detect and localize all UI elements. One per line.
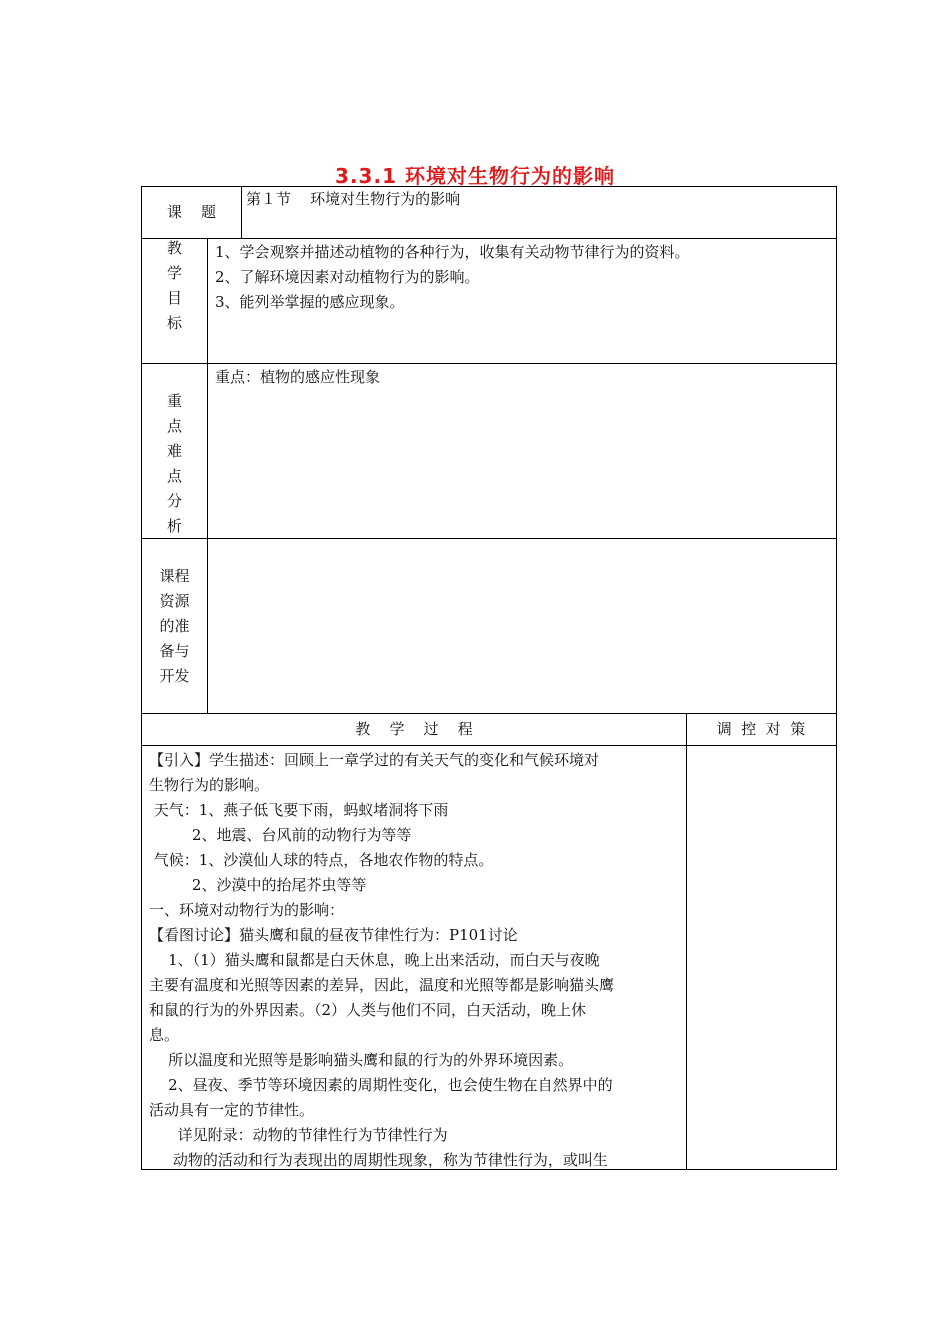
goals-label: 教 学 目 标 [166,239,182,332]
resource-label: 课程 资源 的准 备与 开发 [159,567,190,685]
focus-text: 重点：植物的感应性现象 [215,368,381,386]
goal-item: 2、了解环境因素对动植物行为的影响。 [215,268,480,286]
process-header: 教 学 过 程 [355,720,473,738]
lesson-plan-table [141,186,837,1170]
document-title: 3.3.1 环境对生物行为的影响 [335,164,615,188]
process-line: 所以温度和光照等是影响猫头鹰和鼠的行为的外界环境因素。 [149,1051,574,1069]
process-line: 活动具有一定的节律性。 [149,1101,315,1119]
process-line: 和鼠的行为的外界因素。（2）人类与他们不同，白天活动，晚上休 [149,1001,587,1019]
process-line: 天气：1、燕子低飞要下雨，蚂蚁堵洞将下雨 [149,801,449,819]
process-line: 2、沙漠中的抬尾芥虫等等 [149,876,367,894]
process-body [149,748,683,1173]
goal-item: 3、能列举掌握的感应现象。 [215,293,405,311]
process-line: 动物的活动和行为表现出的周期性现象，称为节律性行为，或叫生 [149,1151,608,1169]
process-line: 气候：1、沙漠仙人球的特点，各地农作物的特点。 [149,851,494,869]
process-line: 2、地震、台风前的动物行为等等 [149,826,412,844]
process-line: 一、环境对动物行为的影响： [149,901,345,919]
process-line: 生物行为的影响。 [149,776,270,794]
focus-label: 重 点 难 点 分 析 [166,392,182,535]
control-header: 调 控 对 策 [716,720,806,738]
process-line: 【看图讨论】猫头鹰和鼠的昼夜节律性行为：P101讨论 [149,926,518,944]
goal-item: 1、学会观察并描述动植物的各种行为，收集有关动物节律行为的资料。 [215,243,690,261]
process-line: 主要有温度和光照等因素的差异，因此，温度和光照等都是影响猫头鹰 [149,976,615,994]
goals-list [215,240,690,315]
process-line: 息。 [149,1026,180,1044]
topic-value: 第１节 环境对生物行为的影响 [246,190,461,208]
process-line: 1、（1）猫头鹰和鼠都是白天休息，晚上出来活动，而白天与夜晚 [149,951,600,969]
process-line: 2、昼夜、季节等环境因素的周期性变化，也会使生物在自然界中的 [149,1076,613,1094]
topic-label: 课 题 [166,203,217,221]
process-line: 【引入】学生描述：回顾上一章学过的有关天气的变化和气候环境对 [149,751,600,769]
process-line: 详见附录：动物的节律性行为节律性行为 [149,1126,448,1144]
